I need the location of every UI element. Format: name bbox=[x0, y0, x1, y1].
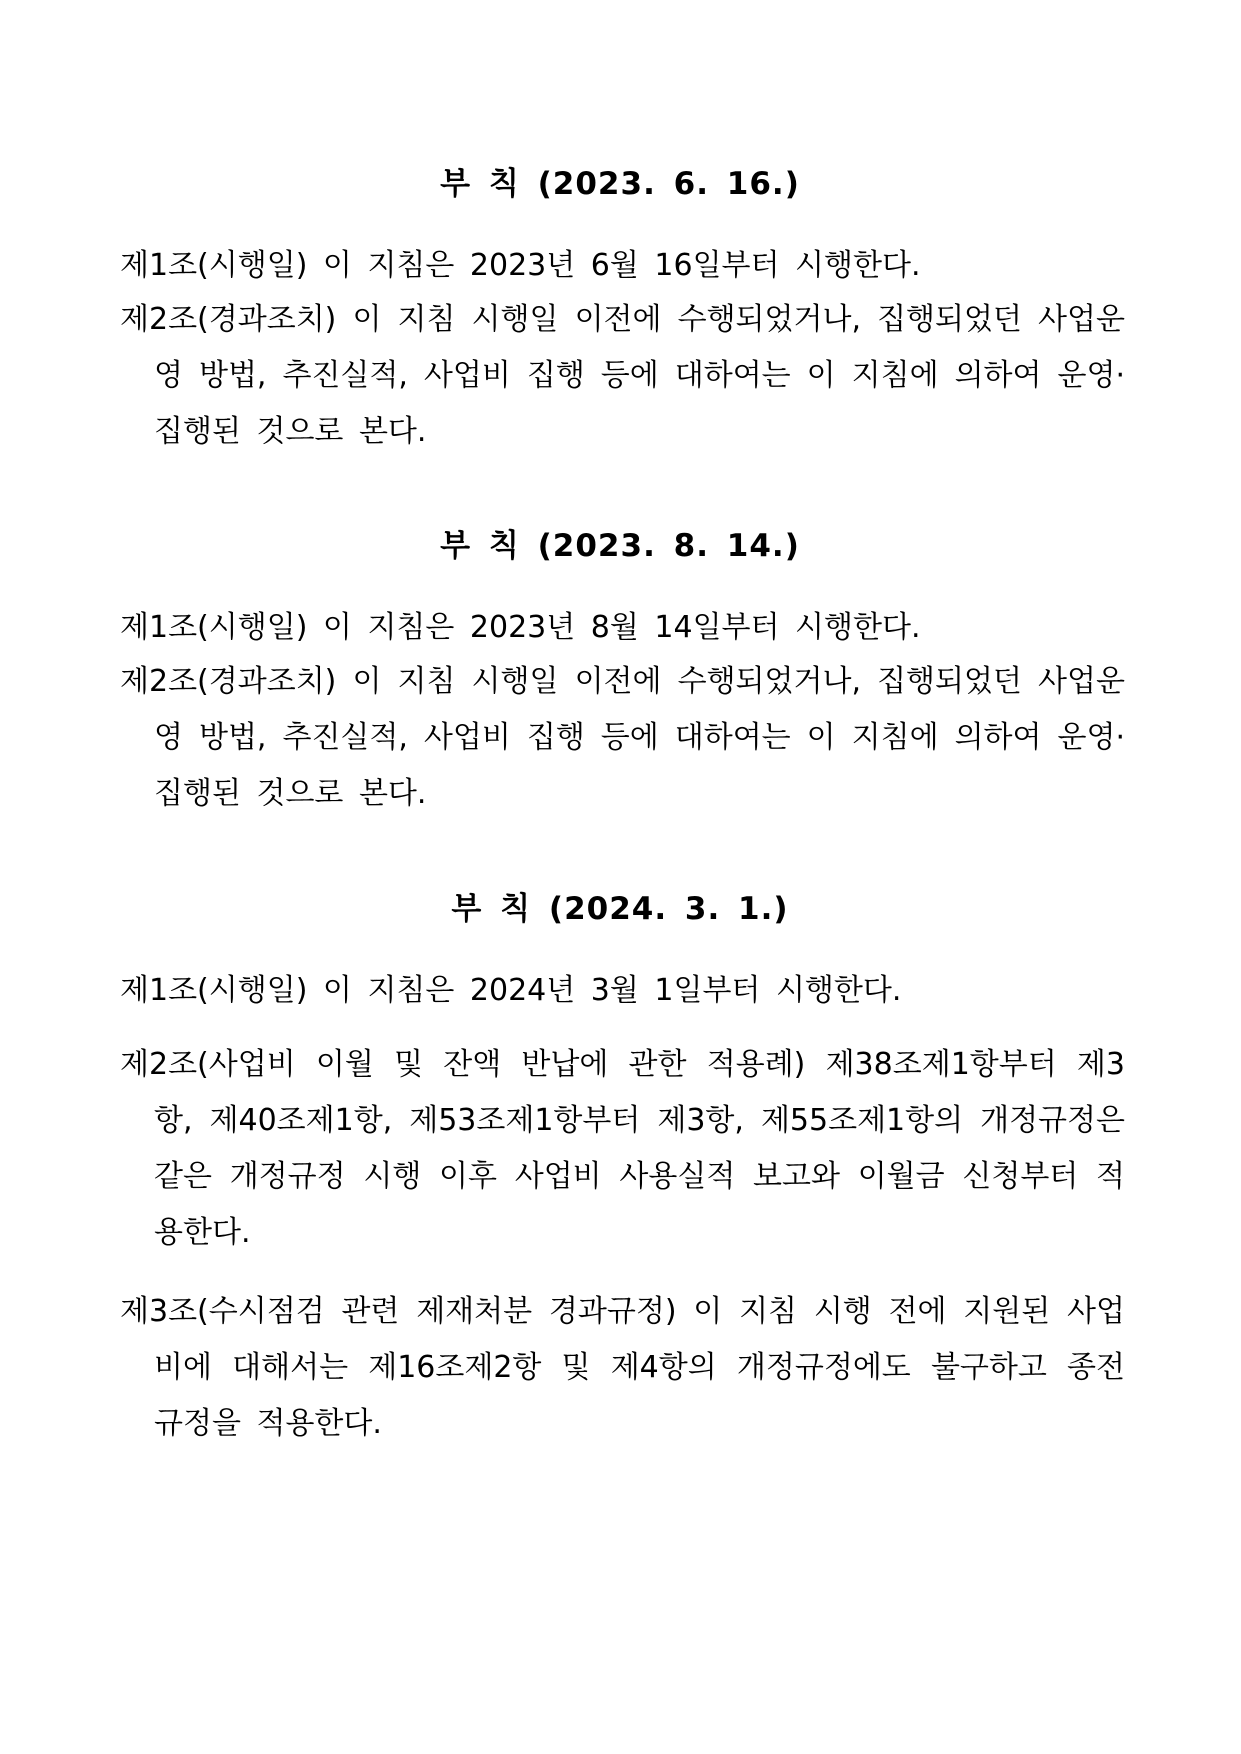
article: 제1조(시행일) 이 지침은 2024년 3월 1일부터 시행한다. bbox=[120, 973, 902, 1008]
article: 제2조(경과조치) 이 지침 시행일 이전에 수행되었거나, 집행되었던 사업운영 방법, 추진실적, 사업비 집행 등에 대하여는 이 지침에 의하여 운영·집행된 것으로 본다. bbox=[120, 664, 1126, 811]
section-title: 부 칙 (2023. 8. 14.) bbox=[440, 528, 800, 564]
article: 제1조(시행일) 이 지침은 2023년 8월 14일부터 시행한다. bbox=[120, 610, 921, 645]
article: 제3조(수시점검 관련 제재처분 경과규정) 이 지침 시행 전에 지원된 사업비에 대해서는 제16조제2항 및 제4항의 개정규정에도 불구하고 종전 규정을 적용한다. bbox=[120, 1294, 1125, 1441]
article: 제2조(경과조치) 이 지침 시행일 이전에 수행되었거나, 집행되었던 사업운영 방법, 추진실적, 사업비 집행 등에 대하여는 이 지침에 의하여 운영·집행된 것으로 본다. bbox=[120, 302, 1126, 449]
section-title: 부 칙 (2024. 3. 1.) bbox=[451, 891, 789, 927]
article: 제1조(시행일) 이 지침은 2023년 6월 16일부터 시행한다. bbox=[120, 248, 921, 283]
section-title: 부 칙 (2023. 6. 16.) bbox=[440, 166, 800, 202]
article: 제2조(사업비 이월 및 잔액 반납에 관한 적용례) 제38조제1항부터 제3항, 제40조제1항, 제53조제1항부터 제3항, 제55조제1항의 개정규정은 같은 개정규정 시행 이후 사업비 사용실적 보고와 이월금 신청부터 적용한다. bbox=[120, 1047, 1125, 1250]
